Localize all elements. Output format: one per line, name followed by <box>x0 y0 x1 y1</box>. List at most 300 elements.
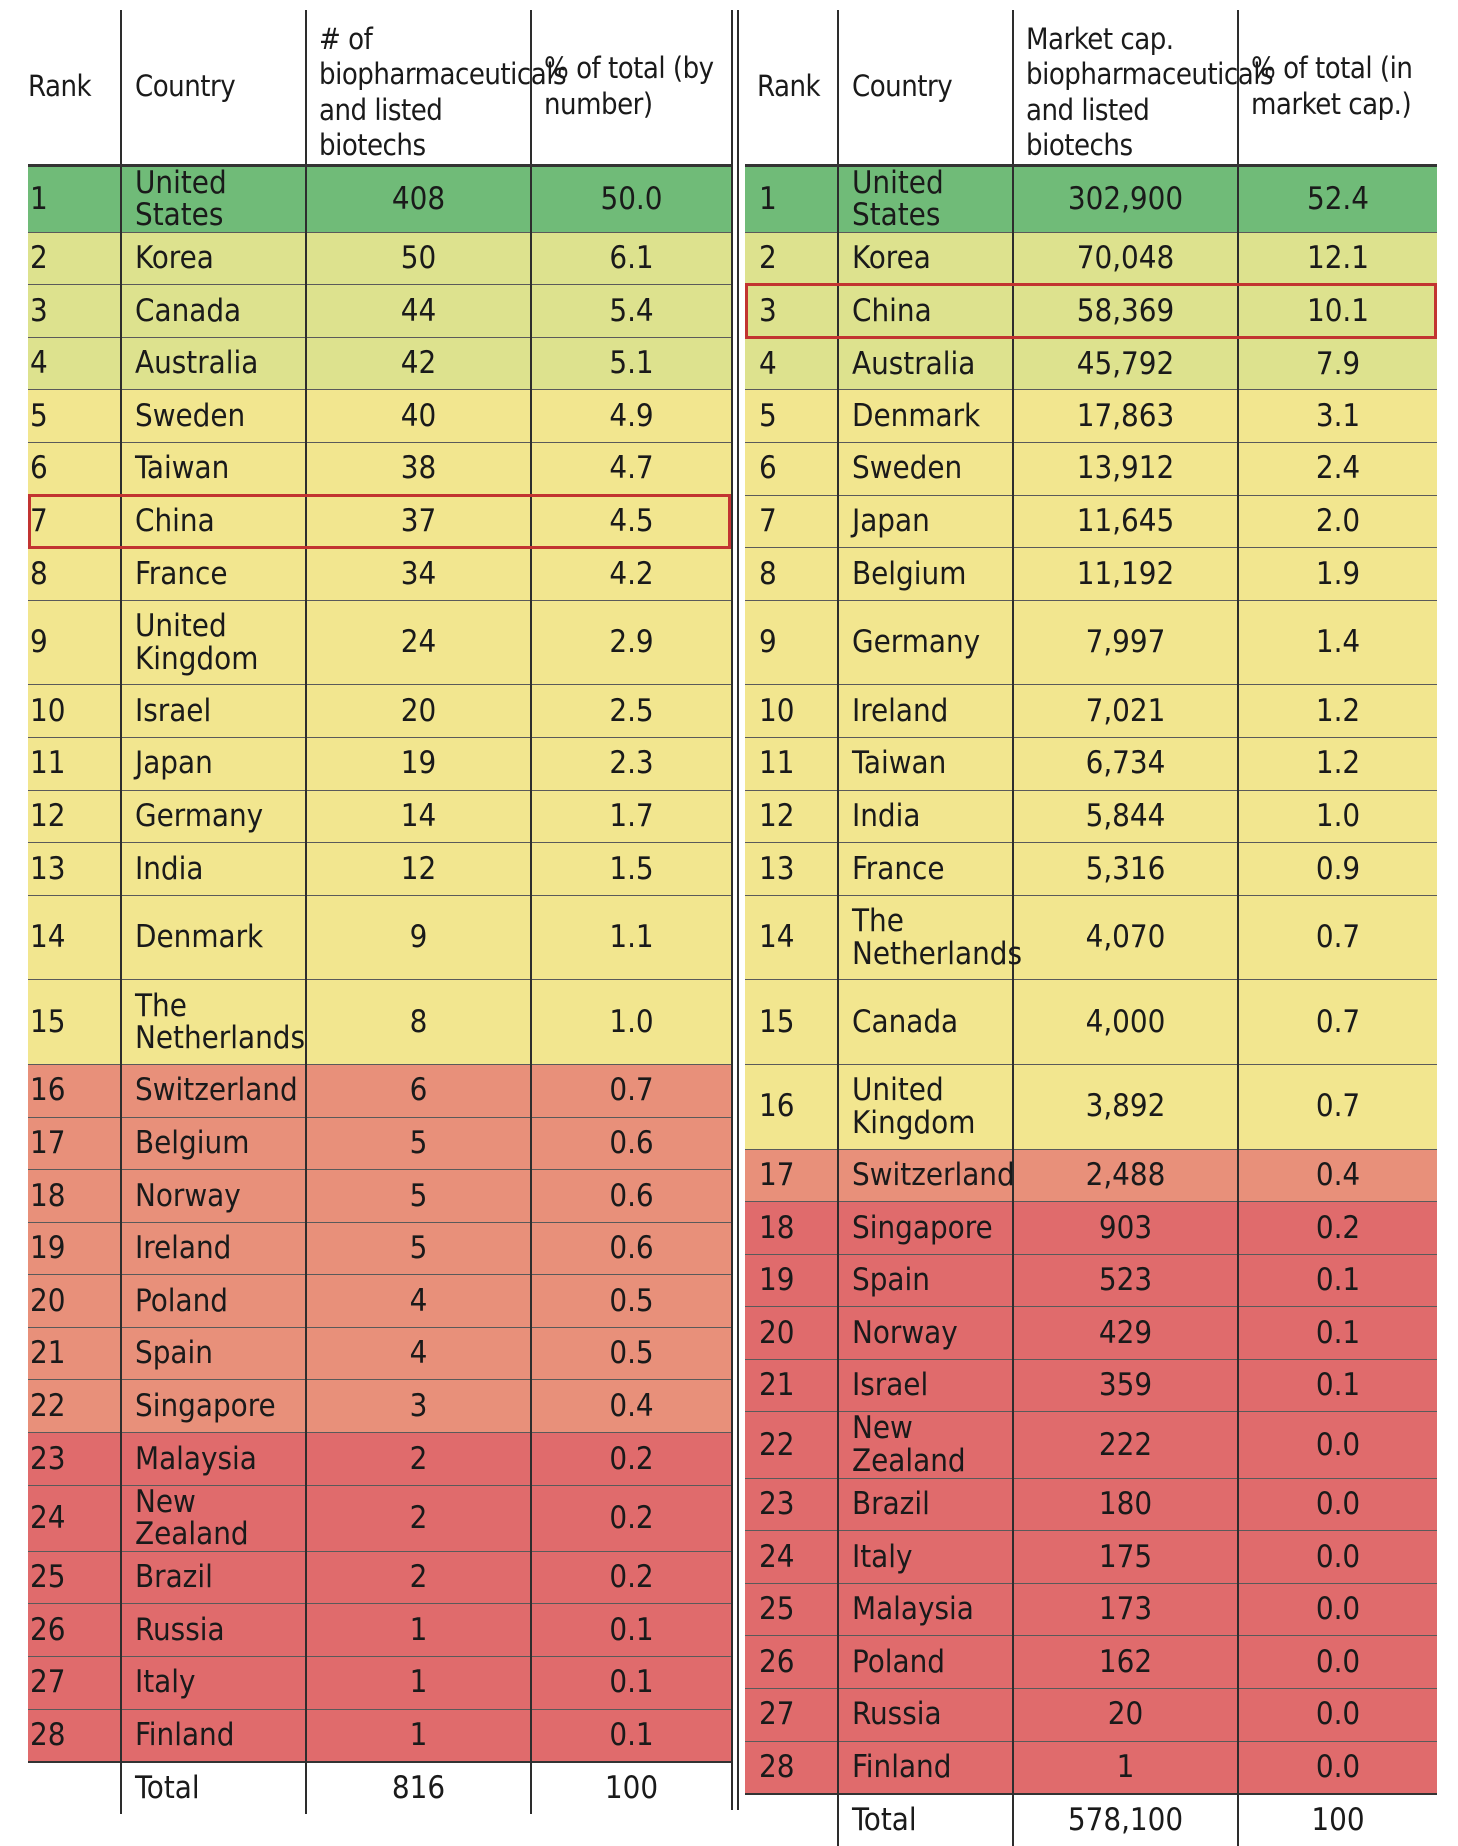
table-row <box>28 790 731 843</box>
rank-header: Rank <box>28 69 92 104</box>
table-row <box>745 843 1437 896</box>
percent-cell: 0.0 <box>1238 1636 1437 1689</box>
table-row <box>745 1741 1437 1794</box>
percent-cell: 1.4 <box>1238 600 1437 685</box>
percent-cell: 2.9 <box>531 600 731 685</box>
country-cell <box>121 600 306 685</box>
country-cell <box>121 165 306 232</box>
rank-cell: 1 <box>745 165 838 232</box>
country-cell <box>838 1412 1013 1478</box>
rank-cell: 12 <box>745 790 838 843</box>
country-cell <box>838 1478 1013 1531</box>
table-row <box>28 600 731 685</box>
percent-cell: 0.2 <box>531 1485 731 1551</box>
rank-cell: 5 <box>745 390 838 443</box>
table-row <box>28 442 731 495</box>
percent-cell: 0.1 <box>1238 1359 1437 1412</box>
percent-cell: 0.2 <box>1238 1202 1437 1255</box>
percent-cell: 12.1 <box>1238 232 1437 285</box>
table-row <box>28 232 731 285</box>
market-cap-header-text: Market cap. biopharmaceuticals and listed biotechs <box>1026 22 1274 163</box>
number-ranking-body <box>28 165 731 1814</box>
rank-cell: 13 <box>28 843 121 896</box>
country-name: Germany <box>135 798 264 835</box>
total-value: 578,100 <box>1013 1794 1238 1846</box>
value-cell: 4 <box>306 1275 531 1328</box>
value-cell: 408 <box>306 165 531 232</box>
table-row <box>28 1551 731 1604</box>
country-cell <box>121 1222 306 1275</box>
country-name: China <box>852 292 932 329</box>
country-cell <box>838 1583 1013 1636</box>
percent-cell: 0.5 <box>531 1275 731 1328</box>
count-header <box>306 10 567 165</box>
value-cell: 180 <box>1013 1478 1238 1531</box>
value-cell: 302,900 <box>1013 165 1238 232</box>
country-name: Israel <box>852 1367 929 1404</box>
percent-cell: 0.5 <box>531 1327 731 1380</box>
country-name: Ireland <box>135 1230 232 1267</box>
value-cell: 8 <box>306 980 531 1065</box>
rank-cell: 10 <box>745 685 838 738</box>
market-cap-ranking-table <box>745 10 1437 1846</box>
table-row <box>28 737 731 790</box>
table-row <box>745 1359 1437 1412</box>
percent-cell: 0.6 <box>531 1117 731 1170</box>
total-percent: 100 <box>1238 1794 1437 1846</box>
country-name: Switzerland <box>852 1157 1015 1194</box>
percent-cell: 0.4 <box>1238 1149 1437 1202</box>
value-cell: 6 <box>306 1064 531 1117</box>
value-cell: 34 <box>306 548 531 601</box>
value-cell: 3 <box>306 1380 531 1433</box>
rank-cell: 18 <box>28 1170 121 1223</box>
table-row <box>28 337 731 390</box>
market-cap-header <box>1013 10 1274 165</box>
percent-cell: 0.4 <box>531 1380 731 1433</box>
country-name: The Netherlands <box>135 987 306 1057</box>
percent-cell: 3.1 <box>1238 390 1437 443</box>
country-name: Korea <box>852 239 931 276</box>
table-row <box>745 685 1437 738</box>
country-cell <box>838 790 1013 843</box>
rank-cell: 24 <box>745 1531 838 1584</box>
table-row <box>745 1412 1437 1478</box>
value-cell: 70,048 <box>1013 232 1238 285</box>
country-name: Canada <box>852 1003 959 1040</box>
country-name: Spain <box>852 1262 930 1299</box>
percent-cell: 2.3 <box>531 737 731 790</box>
rank-cell: 15 <box>28 980 121 1065</box>
table-row <box>745 790 1437 843</box>
country-cell <box>121 737 306 790</box>
header-row <box>745 10 1437 165</box>
country-cell <box>838 1531 1013 1584</box>
country-name: Germany <box>852 624 981 661</box>
value-cell: 9 <box>306 895 531 980</box>
table-row <box>28 1485 731 1551</box>
value-cell: 162 <box>1013 1636 1238 1689</box>
rank-header: Rank <box>757 69 821 104</box>
rank-cell: 6 <box>745 442 838 495</box>
rank-cell: 19 <box>28 1222 121 1275</box>
country-name: India <box>135 850 204 887</box>
country-name: Singapore <box>135 1387 276 1424</box>
table-row <box>745 1202 1437 1255</box>
percent-cell: 4.7 <box>531 442 731 495</box>
table-divider <box>731 10 733 1810</box>
value-cell: 42 <box>306 337 531 390</box>
rank-cell: 15 <box>745 980 838 1065</box>
value-cell: 175 <box>1013 1531 1238 1584</box>
percent-cell: 0.7 <box>1238 980 1437 1065</box>
rank-cell: 11 <box>745 737 838 790</box>
rank-cell: 17 <box>745 1149 838 1202</box>
table-row <box>28 843 731 896</box>
percent-cell: 0.0 <box>1238 1688 1437 1741</box>
rank-cell: 12 <box>28 790 121 843</box>
rank-cell: 27 <box>745 1688 838 1741</box>
value-cell: 2 <box>306 1551 531 1604</box>
value-cell: 11,192 <box>1013 548 1238 601</box>
percent-cell: 1.5 <box>531 843 731 896</box>
value-cell: 37 <box>306 495 531 548</box>
country-cell <box>121 685 306 738</box>
percent-cell: 0.1 <box>531 1709 731 1762</box>
total-row <box>28 1762 731 1814</box>
country-cell <box>838 1202 1013 1255</box>
country-name: France <box>135 556 228 593</box>
percent-cell: 1.0 <box>1238 790 1437 843</box>
percent-cell: 0.1 <box>531 1656 731 1709</box>
table-row <box>745 285 1437 338</box>
value-cell: 17,863 <box>1013 390 1238 443</box>
value-cell: 38 <box>306 442 531 495</box>
table-row <box>745 1064 1437 1149</box>
country-cell <box>121 1117 306 1170</box>
value-cell: 44 <box>306 285 531 338</box>
value-cell: 4,000 <box>1013 980 1238 1065</box>
value-cell: 14 <box>306 790 531 843</box>
header-row <box>28 10 731 165</box>
table-row <box>28 1656 731 1709</box>
percent-cell: 1.9 <box>1238 548 1437 601</box>
country-cell <box>838 495 1013 548</box>
country-cell <box>121 232 306 285</box>
country-name: United States <box>135 164 227 234</box>
country-name: Sweden <box>852 450 963 487</box>
country-cell <box>838 1064 1013 1149</box>
rank-cell: 13 <box>745 843 838 896</box>
country-name: United Kingdom <box>135 608 259 677</box>
percent-cell: 1.0 <box>531 980 731 1065</box>
country-name: Switzerland <box>135 1072 298 1109</box>
country-cell <box>838 285 1013 338</box>
country-cell <box>121 1551 306 1604</box>
rank-cell: 7 <box>745 495 838 548</box>
country-cell <box>838 165 1013 232</box>
percent-cell: 2.4 <box>1238 442 1437 495</box>
percent-cell: 0.7 <box>1238 895 1437 980</box>
total-label: Total <box>838 1794 1013 1846</box>
country-name: Malaysia <box>135 1440 257 1477</box>
country-name: China <box>135 503 215 540</box>
rank-cell: 2 <box>745 232 838 285</box>
rank-cell: 23 <box>28 1433 121 1486</box>
value-cell: 3,892 <box>1013 1064 1238 1149</box>
country-cell <box>838 1254 1013 1307</box>
total-label: Total <box>121 1762 306 1814</box>
market-cap-ranking-body <box>745 165 1437 1846</box>
country-name: The Netherlands <box>852 902 1023 972</box>
rank-cell: 26 <box>745 1636 838 1689</box>
percent-header <box>1238 10 1437 165</box>
country-cell <box>838 600 1013 685</box>
rank-cell: 9 <box>28 600 121 685</box>
table-row <box>28 685 731 738</box>
value-cell: 1 <box>306 1656 531 1709</box>
table-row <box>745 442 1437 495</box>
value-cell: 903 <box>1013 1202 1238 1255</box>
table-row <box>745 1478 1437 1531</box>
country-name: Brazil <box>852 1486 930 1523</box>
percent-cell: 2.0 <box>1238 495 1437 548</box>
total-value: 816 <box>306 1762 531 1814</box>
percent-cell: 0.6 <box>531 1222 731 1275</box>
rank-cell: 20 <box>28 1275 121 1328</box>
country-name: United States <box>852 164 944 234</box>
table-row <box>28 895 731 980</box>
table-row <box>28 165 731 232</box>
value-cell: 429 <box>1013 1307 1238 1360</box>
table-row <box>28 980 731 1065</box>
country-name: Norway <box>852 1314 958 1351</box>
value-cell: 2 <box>306 1485 531 1551</box>
table-row <box>745 337 1437 390</box>
value-cell: 45,792 <box>1013 337 1238 390</box>
rank-cell: 4 <box>745 337 838 390</box>
percent-cell: 10.1 <box>1238 285 1437 338</box>
percent-cell: 4.9 <box>531 390 731 443</box>
table-row <box>745 600 1437 685</box>
country-name: Italy <box>135 1664 196 1701</box>
value-cell: 7,021 <box>1013 685 1238 738</box>
country-name: Poland <box>852 1643 945 1680</box>
country-cell <box>121 285 306 338</box>
rank-cell: 8 <box>28 548 121 601</box>
value-cell: 20 <box>306 685 531 738</box>
table-row <box>28 1380 731 1433</box>
country-cell <box>838 442 1013 495</box>
country-cell <box>121 495 306 548</box>
country-name: Australia <box>135 345 259 382</box>
country-name: France <box>852 850 945 887</box>
rank-cell: 22 <box>745 1412 838 1478</box>
country-name: New Zealand <box>135 1483 249 1553</box>
table-row <box>745 737 1437 790</box>
value-cell: 40 <box>306 390 531 443</box>
country-cell <box>838 1636 1013 1689</box>
table-row <box>28 1222 731 1275</box>
percent-cell: 6.1 <box>531 232 731 285</box>
value-cell: 1 <box>1013 1741 1238 1794</box>
value-cell: 6,734 <box>1013 737 1238 790</box>
rank-cell: 14 <box>745 895 838 980</box>
rank-cell: 21 <box>28 1327 121 1380</box>
rank-cell: 7 <box>28 495 121 548</box>
percent-cell: 50.0 <box>531 165 731 232</box>
country-name: Singapore <box>852 1209 993 1246</box>
rank-cell: 16 <box>745 1064 838 1149</box>
percent-header-text: % of total (in market cap.) <box>1251 51 1413 121</box>
number-ranking-table <box>28 10 731 1814</box>
rank-cell: 3 <box>745 285 838 338</box>
country-name: Russia <box>135 1611 225 1648</box>
table-row <box>28 1709 731 1762</box>
percent-cell: 0.7 <box>531 1064 731 1117</box>
total-percent: 100 <box>531 1762 731 1814</box>
value-cell: 7,997 <box>1013 600 1238 685</box>
table-row <box>745 1583 1437 1636</box>
rank-cell: 6 <box>28 442 121 495</box>
country-name: Malaysia <box>852 1591 974 1628</box>
rank-cell: 23 <box>745 1478 838 1531</box>
table-row <box>745 1149 1437 1202</box>
country-cell <box>838 1688 1013 1741</box>
country-cell <box>121 1275 306 1328</box>
percent-cell: 1.2 <box>1238 685 1437 738</box>
country-cell <box>838 843 1013 896</box>
country-name: Australia <box>852 345 976 382</box>
table-row <box>745 980 1437 1065</box>
percent-cell: 0.0 <box>1238 1741 1437 1794</box>
value-cell: 1 <box>306 1709 531 1762</box>
table-row <box>28 1275 731 1328</box>
table-row <box>28 1064 731 1117</box>
value-cell: 4 <box>306 1327 531 1380</box>
percent-cell: 0.0 <box>1238 1412 1437 1478</box>
country-cell <box>838 895 1023 980</box>
table-row <box>745 1531 1437 1584</box>
country-name: Poland <box>135 1282 228 1319</box>
table-row <box>745 495 1437 548</box>
rank-cell: 2 <box>28 232 121 285</box>
percent-cell: 5.1 <box>531 337 731 390</box>
count-header-text: # of biopharmaceuticals and listed biotechs <box>319 22 567 163</box>
country-header: Country <box>838 10 1013 165</box>
country-name: Taiwan <box>852 745 947 782</box>
table-row <box>28 1433 731 1486</box>
rank-cell: 18 <box>745 1202 838 1255</box>
country-name: Canada <box>135 292 242 329</box>
rank-cell: 20 <box>745 1307 838 1360</box>
percent-cell: 0.7 <box>1238 1064 1437 1149</box>
rank-cell: 5 <box>28 390 121 443</box>
value-cell: 173 <box>1013 1583 1238 1636</box>
table-divider <box>737 10 739 1810</box>
country-cell <box>121 843 306 896</box>
table-row <box>28 548 731 601</box>
table-row <box>28 495 731 548</box>
percent-cell: 0.1 <box>531 1604 731 1657</box>
rank-cell: 24 <box>28 1485 121 1551</box>
country-cell <box>121 790 306 843</box>
value-cell: 19 <box>306 737 531 790</box>
rank-cell: 22 <box>28 1380 121 1433</box>
country-name: India <box>852 798 921 835</box>
rank-cell: 1 <box>28 165 121 232</box>
country-cell <box>121 1485 306 1551</box>
value-cell: 20 <box>1013 1688 1238 1741</box>
country-name: New Zealand <box>852 1410 966 1480</box>
country-name: Finland <box>852 1748 952 1785</box>
percent-cell: 0.6 <box>531 1170 731 1223</box>
country-cell <box>121 337 306 390</box>
value-cell: 12 <box>306 843 531 896</box>
rank-cell: 8 <box>745 548 838 601</box>
country-cell <box>121 980 306 1065</box>
country-name: Norway <box>135 1177 241 1214</box>
country-cell <box>838 548 1013 601</box>
percent-cell: 0.0 <box>1238 1583 1437 1636</box>
country-name: Finland <box>135 1716 235 1753</box>
value-cell: 13,912 <box>1013 442 1238 495</box>
value-cell: 2 <box>306 1433 531 1486</box>
value-cell: 5 <box>306 1117 531 1170</box>
country-name: Russia <box>852 1696 942 1733</box>
country-name: Brazil <box>135 1559 213 1596</box>
percent-cell: 0.9 <box>1238 843 1437 896</box>
country-header: Country <box>121 10 306 165</box>
country-cell <box>838 1149 1013 1202</box>
rank-cell: 11 <box>28 737 121 790</box>
value-cell: 222 <box>1013 1412 1238 1478</box>
percent-cell: 1.7 <box>531 790 731 843</box>
country-name: Japan <box>852 503 930 540</box>
country-cell <box>838 1359 1013 1412</box>
rank-cell: 3 <box>28 285 121 338</box>
percent-cell: 7.9 <box>1238 337 1437 390</box>
country-cell <box>838 980 1013 1065</box>
value-cell: 5 <box>306 1222 531 1275</box>
table-row <box>745 232 1437 285</box>
country-name: Taiwan <box>135 449 230 486</box>
country-name: Belgium <box>852 555 967 592</box>
table-row <box>745 1307 1437 1360</box>
table-row <box>745 165 1437 232</box>
percent-cell: 0.0 <box>1238 1478 1437 1531</box>
rank-cell: 14 <box>28 895 121 980</box>
table-row <box>745 1688 1437 1741</box>
country-name: Sweden <box>135 397 246 434</box>
value-cell: 24 <box>306 600 531 685</box>
country-cell <box>121 1604 306 1657</box>
rank-cell: 21 <box>745 1359 838 1412</box>
country-cell <box>121 1709 306 1762</box>
country-name: Ireland <box>852 692 949 729</box>
rank-cell: 26 <box>28 1604 121 1657</box>
table-row <box>28 285 731 338</box>
percent-cell: 0.1 <box>1238 1254 1437 1307</box>
value-cell: 50 <box>306 232 531 285</box>
rank-cell: 25 <box>745 1583 838 1636</box>
value-cell: 2,488 <box>1013 1149 1238 1202</box>
country-cell <box>838 232 1013 285</box>
country-name: Israel <box>135 692 212 729</box>
percent-cell: 1.1 <box>531 895 731 980</box>
rank-cell: 9 <box>745 600 838 685</box>
percent-header-text: % of total (by number) <box>544 51 714 121</box>
